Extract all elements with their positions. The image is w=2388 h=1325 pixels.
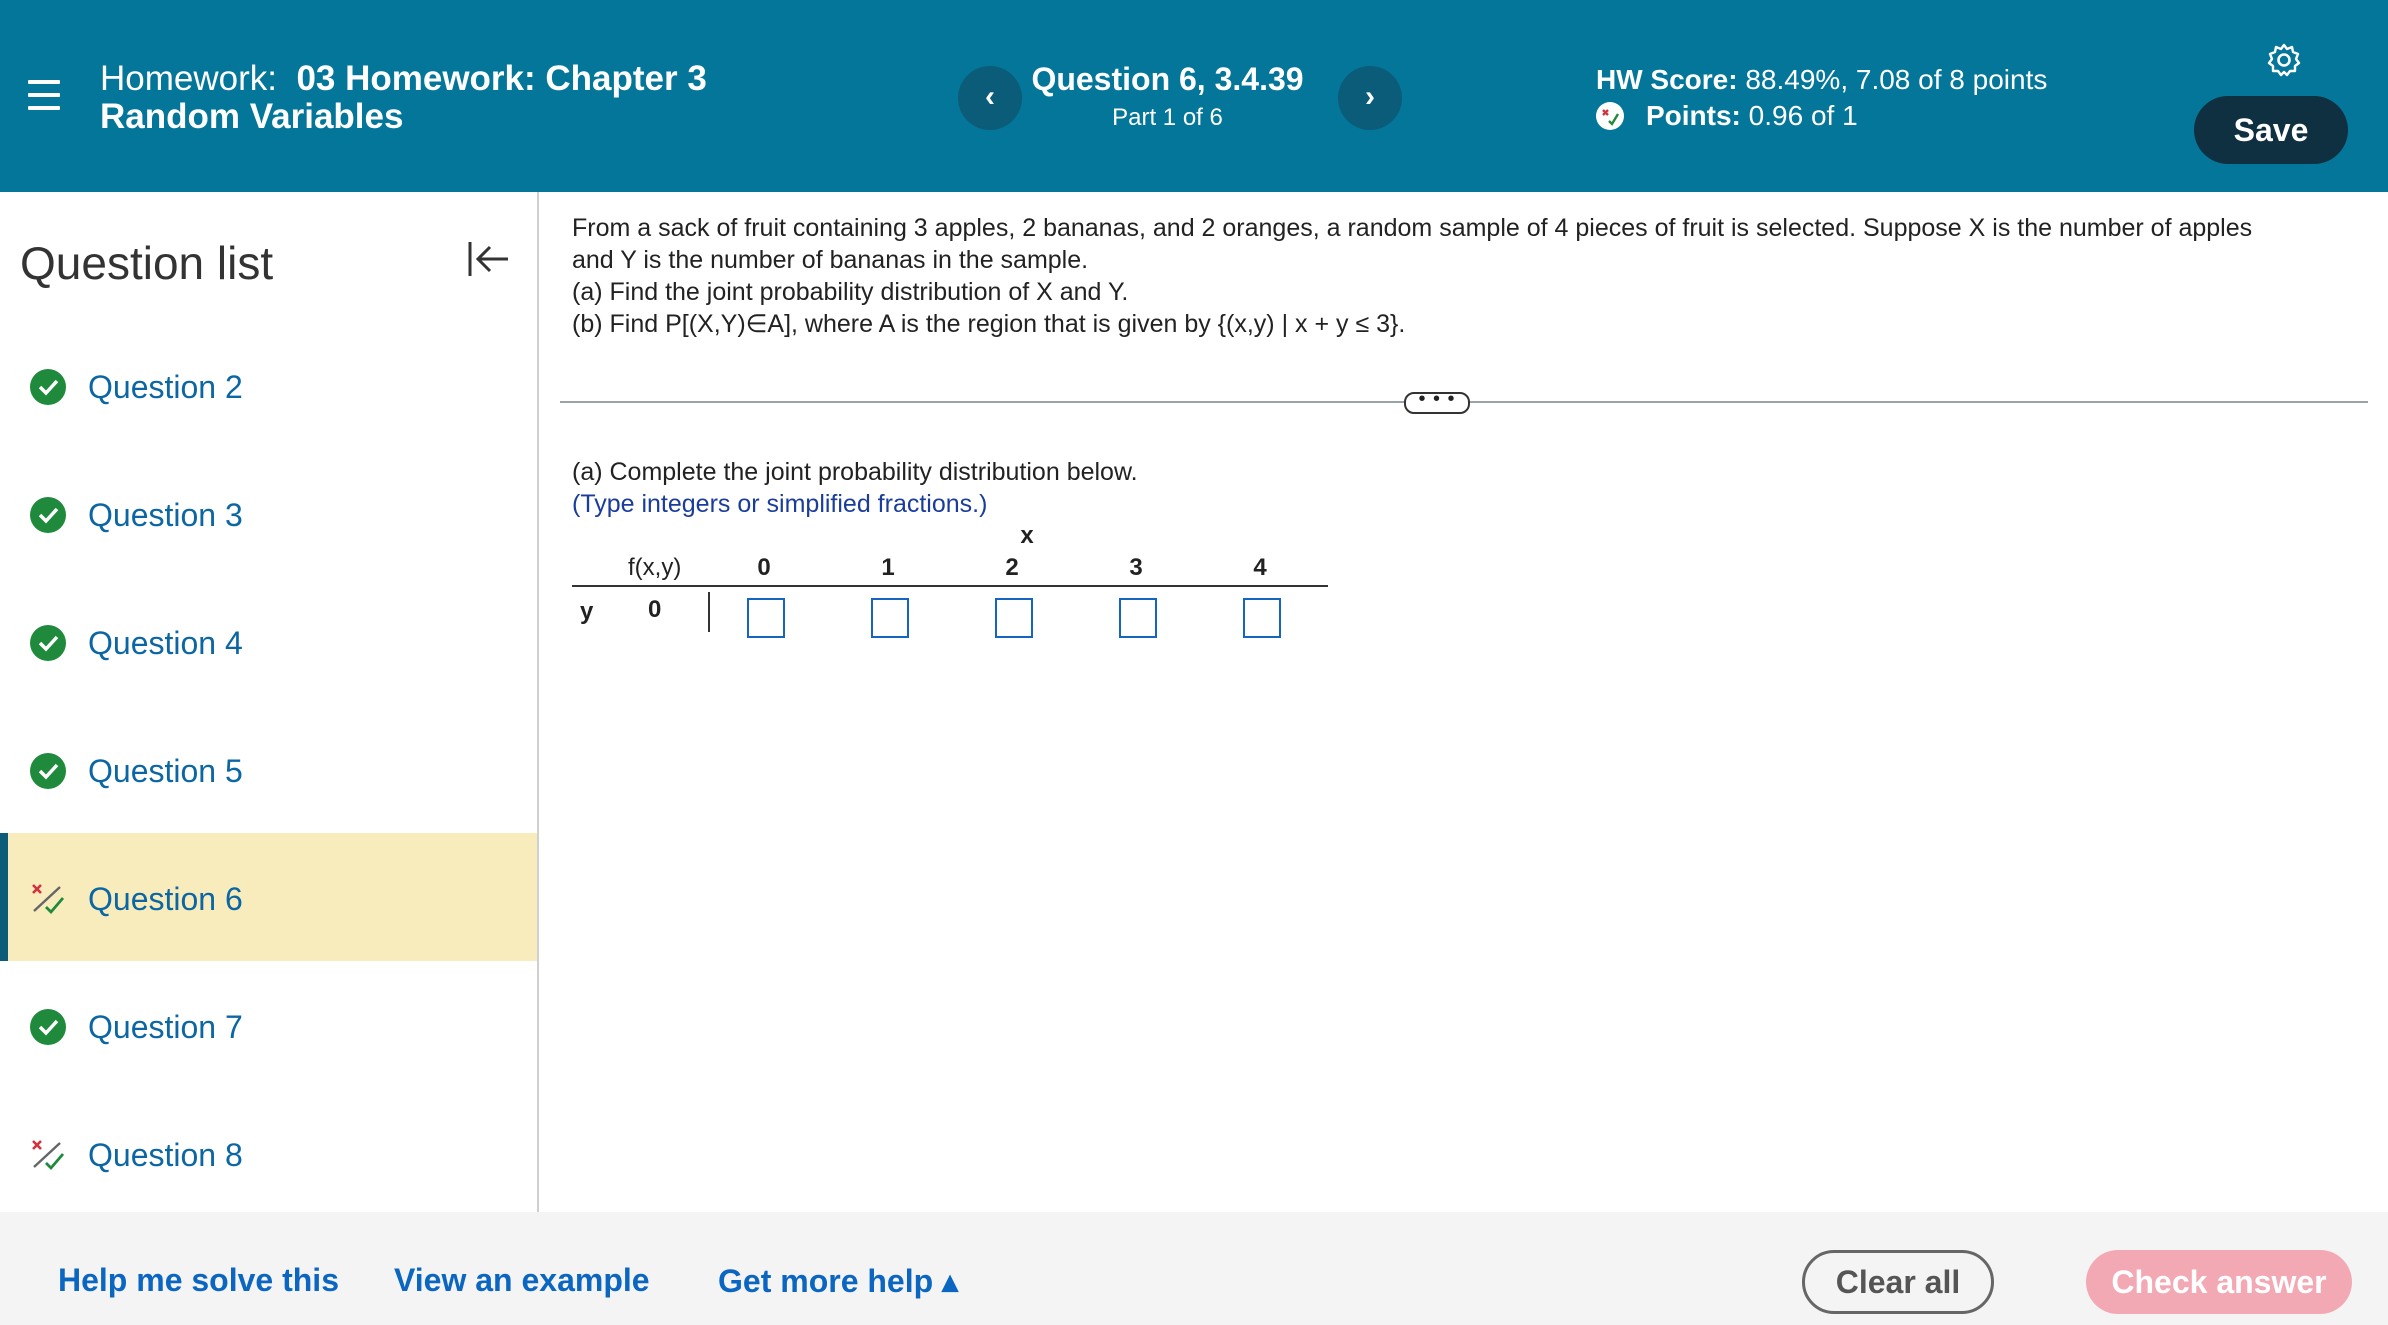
correct-check-icon [30, 753, 66, 789]
joint-distribution-table [572, 522, 1328, 632]
question-list-item-label: Question 8 [88, 1137, 243, 1173]
collapse-sidebar-icon[interactable] [464, 234, 514, 284]
question-list-item[interactable] [0, 321, 537, 449]
help-me-solve-link[interactable]: Help me solve this [58, 1262, 339, 1298]
question-title-block [1000, 60, 1335, 132]
question-list-sidebar [0, 192, 539, 1212]
partial-credit-icon [30, 881, 66, 917]
answer-input-x1-y0[interactable] [871, 598, 909, 638]
get-more-help-link[interactable]: Get more help ▴ [718, 1263, 959, 1299]
hw-score-value: 88.49%, 7.08 of 8 points [1745, 64, 2048, 95]
table-header-rule [572, 585, 1328, 587]
hw-score-label: HW Score: [1596, 64, 1738, 95]
clear-all-button[interactable]: Clear all [1802, 1250, 1994, 1314]
answer-input-x3-y0[interactable] [1119, 598, 1157, 638]
expand-more-button[interactable]: • • • [1404, 392, 1470, 414]
x-value-header: 4 [1253, 554, 1267, 581]
save-button[interactable]: Save [2194, 96, 2348, 164]
question-list-item[interactable] [0, 705, 537, 833]
question-list-item-active[interactable] [0, 833, 537, 961]
question-list-item[interactable] [0, 961, 537, 1089]
question-list-item-label: Question 6 [88, 881, 243, 917]
answer-input-x0-y0[interactable] [747, 598, 785, 638]
x-value-header: 0 [757, 554, 771, 581]
chevron-right-icon: › [1365, 80, 1375, 113]
stem-line: (b) Find P[(X,Y)∈A], where A is the region that is given by {(x,y) | x + y ≤ 3}. [572, 310, 1406, 338]
question-stem [572, 212, 2372, 340]
question-list-item[interactable] [0, 449, 537, 577]
homework-name: 03 Homework: Chapter 3 [296, 59, 707, 98]
question-list-item-label: Question 3 [88, 497, 243, 533]
table-row-rule [708, 592, 710, 632]
next-question-button[interactable] [1338, 66, 1402, 130]
corner-label: f(x,y) [628, 554, 682, 581]
stem-line: and Y is the number of bananas in the sample. [572, 246, 1089, 274]
question-list-item-label: Question 4 [88, 625, 243, 661]
x-value-header: 2 [1005, 554, 1019, 581]
homework-name-line2: Random Variables [100, 97, 404, 136]
part-a-instructions [572, 456, 1138, 520]
part-a-hint: (Type integers or simplified fractions.) [572, 490, 988, 518]
check-answer-button[interactable]: Check answer [2086, 1250, 2352, 1314]
partial-credit-icon [30, 1137, 66, 1173]
question-list-item-label: Question 7 [88, 1009, 243, 1045]
question-list-item[interactable] [0, 577, 537, 705]
question-list-title: Question list [20, 237, 274, 289]
part-a-instruction: (a) Complete the joint probability distribution below. [572, 458, 1138, 486]
x-axis-header: x [1020, 522, 1034, 549]
homework-title [100, 60, 707, 136]
correct-check-icon [30, 369, 66, 405]
partial-credit-icon [1596, 102, 1624, 130]
question-part: Part 1 of 6 [1112, 104, 1223, 131]
question-list-item-label: Question 2 [88, 369, 243, 405]
homework-label: Homework: [100, 59, 277, 98]
score-block [1596, 62, 2047, 134]
stem-line: (a) Find the joint probability distribution of X and Y. [572, 278, 1129, 306]
x-value-header: 3 [1129, 554, 1143, 581]
y-axis-label: y [580, 598, 594, 625]
gear-icon[interactable] [2266, 42, 2302, 78]
chevron-left-icon: ‹ [985, 80, 995, 113]
bottom-toolbar [0, 1212, 2388, 1325]
question-list-item[interactable] [0, 1089, 537, 1217]
top-header [0, 0, 2388, 192]
points-label: Points: [1646, 100, 1741, 131]
stem-line: From a sack of fruit containing 3 apples, 2 bananas, and 2 oranges, a random sample of 4 pieces of fruit is selected. Suppose X is the number of apples [572, 214, 2253, 242]
answer-input-x4-y0[interactable] [1243, 598, 1281, 638]
y-value-label: 0 [648, 596, 662, 623]
x-value-header: 1 [881, 554, 895, 581]
points-value: 0.96 of 1 [1748, 100, 1858, 131]
question-title: Question 6, 3.4.39 [1031, 61, 1304, 97]
question-content [540, 192, 2388, 1212]
menu-icon[interactable] [28, 80, 60, 110]
answer-input-x2-y0[interactable] [995, 598, 1033, 638]
correct-check-icon [30, 625, 66, 661]
correct-check-icon [30, 1009, 66, 1045]
question-list-item-label: Question 5 [88, 753, 243, 789]
view-example-link[interactable]: View an example [394, 1262, 650, 1298]
correct-check-icon [30, 497, 66, 533]
